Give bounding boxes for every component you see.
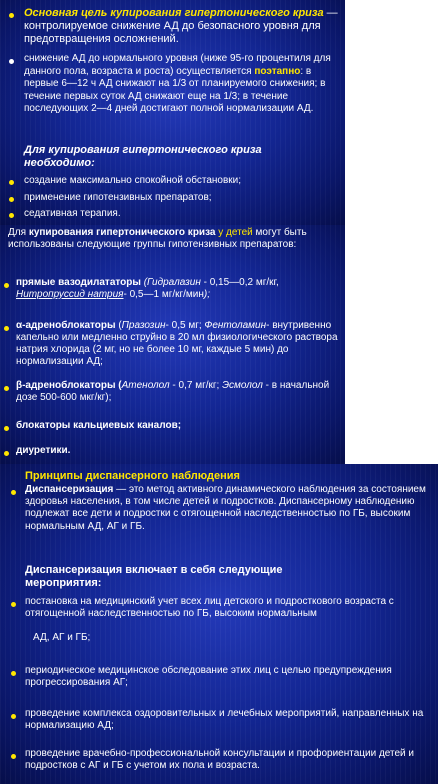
intro-emphasis: купирования гипертонического криза (28, 227, 216, 238)
measures-heading: Для купирования гипертонического криза необходимо: (24, 144, 262, 170)
dose-text: - 0,5—1 мг/кг/мин (123, 289, 204, 300)
goal-title: Основная цель купирования гипертонического криза (24, 7, 324, 19)
drug-name: Атенолол (121, 380, 170, 391)
definition-term: Диспансеризация (25, 484, 114, 495)
goal-paragraph (24, 7, 340, 47)
measures-subheading: Диспансеризация включает в себя следующие мероприятия: (25, 564, 283, 590)
bullet-icon (9, 197, 14, 202)
dose-text: ( (115, 320, 122, 331)
vasodilators-item (16, 277, 342, 301)
dose-text: - внутривенно капельно или медленно струйно в 20 мл физиологического раствора натрия хлорида (2 мг, но не более 10 мг, каждые 5 мин) до нормализации АД; (16, 320, 338, 367)
bullet-icon (4, 283, 9, 288)
beta-blockers-label: β-адреноблокаторы (16, 380, 116, 391)
bullet-icon (9, 59, 14, 64)
stepwise-emphasis: поэтапно (254, 65, 301, 77)
diuretics-item: диуретики. (16, 445, 71, 456)
slide-drug-groups (0, 225, 345, 464)
dispensary-definition (25, 484, 430, 533)
measure-item: создание максимально спокойной обстановки; (24, 175, 242, 186)
bullet-icon (11, 490, 16, 495)
dispensary-item: проведение врачебно-профессиональной консультации и профориентации детей и подростков с АГ и ГБ с учетом их пола и возраста. (25, 748, 414, 771)
bullet-icon (4, 451, 9, 456)
beta-blockers-item (16, 380, 342, 404)
drugs-intro (8, 227, 340, 251)
drug-name: (Гидралазин (140, 277, 201, 288)
bullet-icon (4, 386, 9, 391)
intro-text: Для (8, 227, 29, 238)
bullet-icon (9, 213, 14, 218)
dose-text: - 0,7 мг/кг; (169, 380, 223, 391)
measure-item: применение гипотензивных препаратов; (24, 192, 212, 203)
bullet-icon (11, 754, 16, 759)
dose-text: - в начальной дозе 500-600 мкг/кг); (16, 380, 330, 403)
dispensary-item: постановка на медицинский учет всех лиц детского и подросткового возраста с отягощенной наследственностью по ГБ, высоким нормальным (25, 596, 394, 619)
dose-text: ); (203, 289, 211, 300)
slide-crisis-goal (0, 0, 345, 225)
bullet-icon (11, 671, 16, 676)
dose-text: - 0,15—0,2 мг/кг, (200, 277, 279, 288)
measure-item: седативная терапия. (24, 208, 121, 219)
stepwise-text-1: снижение АД до нормального уровня (ниже 95-го процентиля для данного пола, возраста и роста) осуществляется (24, 53, 331, 77)
definition-text: — это метод активного динамического наблюдения за состоянием здоровья населения, в том числе детей и подростков. Диспансерному наблюдению подлежат все дети и подростки с отягощенной наследственностью по ГБ, высоким нормальным АД, АГ и ГБ. (25, 484, 426, 532)
bullet-icon (4, 326, 9, 331)
stepwise-text-2: : в первые 6—12 ч АД снижают на 1/3 от планируемого снижения; в течение первых суток АД снижают еще на 1/3; в течение последующих 2—4 дней достигают полной нормализации АД. (24, 65, 326, 115)
alpha-blockers-item (16, 320, 342, 368)
bullet-icon (11, 602, 16, 607)
dose-text: - 0,5 мг; (165, 320, 205, 331)
intro-text-end: могут быть использованы следующие группы гипотензивных препаратов: (8, 227, 307, 250)
dose-text: ( (115, 380, 122, 391)
stepwise-paragraph (24, 53, 340, 116)
goal-text: — контролируемое снижение АД до безопасного уровня для предотвращения осложнений. (24, 7, 338, 46)
dispensary-item: проведение комплекса оздоровительных и лечебных мероприятий, направленных на нормализацию АД; (25, 708, 424, 731)
dispensary-item: периодическое медицинское обследование этих лиц с целью предупреждения прогрессирования АГ; (25, 665, 392, 688)
drug-name: Фентоламин (204, 320, 267, 331)
bullet-icon (4, 426, 9, 431)
bullet-icon (11, 714, 16, 719)
calcium-blockers-item: блокаторы кальциевых каналов; (16, 420, 182, 431)
slide-dispensary (0, 464, 438, 784)
dispensary-item-continuation: АД, АГ и ГБ; (33, 632, 91, 643)
drug-name: Эсмолол (222, 380, 263, 391)
dispensary-title: Принципы диспансерного наблюдения (25, 470, 240, 482)
vasodilators-label: прямые вазодилататоры (16, 277, 141, 288)
drug-name: Нитропруссид натрия (16, 289, 124, 300)
bullet-icon (9, 180, 14, 185)
bullet-icon (9, 13, 14, 18)
alpha-blockers-label: α-адреноблокаторы (16, 320, 116, 331)
intro-children: у детей (215, 227, 253, 238)
drug-name: Празозин (121, 320, 166, 331)
